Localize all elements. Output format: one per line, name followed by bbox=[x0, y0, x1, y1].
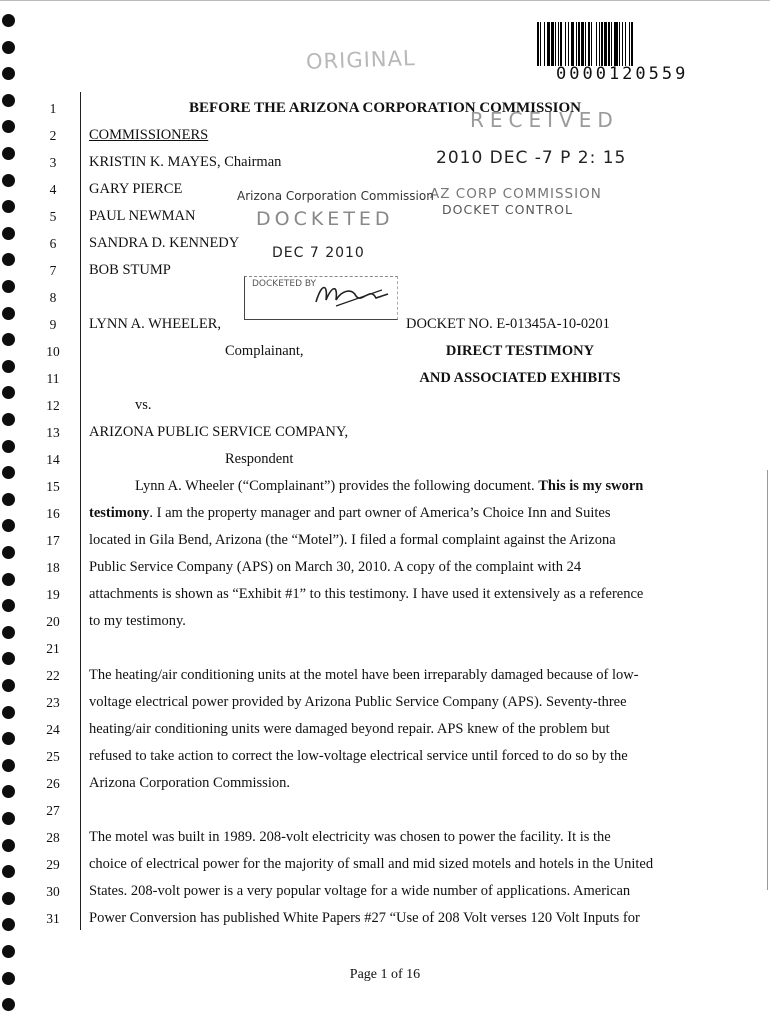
line-number: 8 bbox=[49, 290, 57, 305]
binder-hole bbox=[2, 280, 15, 293]
commissioner-name: KRISTIN K. MAYES, Chairman bbox=[89, 154, 282, 170]
docketed-stamp: DOCKETED bbox=[256, 208, 394, 230]
body-text: Lynn A. Wheeler (“Complainant”) provides the following document. bbox=[135, 478, 535, 494]
line-number: 1 bbox=[49, 101, 57, 116]
line-number: 17 bbox=[46, 533, 60, 548]
body-line-29: choice of electrical power for the majority of small and mid sized motels and hotels in the United bbox=[89, 856, 654, 872]
body-line-25: refused to take action to correct the low-voltage electrical service until forced to do so by the bbox=[89, 748, 628, 764]
barcode bbox=[537, 22, 720, 66]
line-number: 11 bbox=[46, 371, 60, 386]
body-line-15 bbox=[135, 478, 643, 495]
body-line-19: attachments is shown as “Exhibit #1” to this testimony. I have used it extensively as a reference bbox=[89, 586, 644, 602]
az-corp-commission-stamp: AZ CORP COMMISSION bbox=[430, 186, 602, 202]
line-number: 22 bbox=[46, 668, 60, 683]
binder-hole bbox=[2, 466, 15, 479]
body-line-20: to my testimony. bbox=[89, 613, 186, 629]
line-number: 14 bbox=[46, 452, 60, 467]
commission-title: BEFORE THE ARIZONA CORPORATION COMMISSION bbox=[189, 100, 581, 116]
body-line-31: Power Conversion has published White Papers #27 “Use of 208 Volt verses 120 Volt Inputs for bbox=[89, 910, 640, 926]
body-line-17: located in Gila Bend, Arizona (the “Motel”). I filed a formal complaint against the Arizona bbox=[89, 532, 616, 548]
body-line-28: The motel was built in 1989. 208-volt electricity was chosen to power the facility. It is the bbox=[89, 829, 611, 845]
binder-hole bbox=[2, 147, 15, 160]
binder-hole bbox=[2, 307, 15, 320]
line-number: 26 bbox=[46, 776, 60, 791]
line-number: 27 bbox=[46, 803, 60, 818]
sworn-emphasis: This is my sworn bbox=[538, 478, 644, 494]
binder-hole bbox=[2, 440, 15, 453]
line-number: 4 bbox=[49, 182, 57, 197]
binder-hole bbox=[2, 998, 15, 1011]
original-stamp: ORIGINAL bbox=[305, 46, 416, 74]
binder-hole bbox=[2, 14, 15, 27]
binder-hole bbox=[2, 413, 15, 426]
commissioner-name: PAUL NEWMAN bbox=[89, 208, 196, 224]
binder-hole bbox=[2, 679, 15, 692]
binder-hole bbox=[2, 865, 15, 878]
binder-hole bbox=[2, 174, 15, 187]
received-stamp: RECEIVED bbox=[470, 108, 619, 132]
left-margin-rule bbox=[80, 92, 81, 930]
arizona-corp-commission-stamp: Arizona Corporation Commission bbox=[237, 189, 434, 203]
commissioner-name: SANDRA D. KENNEDY bbox=[89, 235, 240, 251]
line-number: 5 bbox=[49, 209, 57, 224]
body-line-16 bbox=[89, 505, 610, 522]
line-number: 9 bbox=[49, 317, 57, 332]
docketed-date-stamp: DEC 7 2010 bbox=[272, 245, 365, 261]
barcode-number: 0000120559 bbox=[556, 64, 689, 84]
binder-hole bbox=[2, 360, 15, 373]
received-date-stamp: 2010 DEC -7 P 2: 15 bbox=[436, 148, 627, 168]
versus-label: vs. bbox=[135, 397, 152, 413]
docketed-by-label: DOCKETED BY bbox=[252, 279, 317, 289]
binder-hole bbox=[2, 626, 15, 639]
binder-hole bbox=[2, 253, 15, 266]
line-number: 19 bbox=[46, 587, 60, 602]
sworn-emphasis: testimony bbox=[89, 505, 150, 521]
binder-hole bbox=[2, 519, 15, 532]
binder-hole bbox=[2, 785, 15, 798]
barcode-bar bbox=[633, 22, 634, 66]
docket-control-stamp: DOCKET CONTROL bbox=[442, 202, 573, 217]
binder-hole bbox=[2, 120, 15, 133]
commissioners-heading: COMMISSIONERS bbox=[89, 127, 209, 143]
line-number: 16 bbox=[46, 506, 60, 521]
body-text: . I am the property manager and part owner of America’s Choice Inn and Suites bbox=[149, 505, 611, 521]
binder-hole bbox=[2, 759, 15, 772]
binder-hole bbox=[2, 732, 15, 745]
line-number: 15 bbox=[46, 479, 60, 494]
respondent-name: ARIZONA PUBLIC SERVICE COMPANY, bbox=[89, 424, 349, 440]
signature-initials bbox=[312, 276, 396, 316]
line-number: 3 bbox=[49, 155, 57, 170]
body-line-18: Public Service Company (APS) on March 30, 2010. A copy of the complaint with 24 bbox=[89, 559, 582, 575]
body-line-30: States. 208-volt power is a very popular voltage for a wide number of applications. American bbox=[89, 883, 631, 899]
document-type-line1: DIRECT TESTIMONY bbox=[445, 343, 595, 359]
commissioner-name: GARY PIERCE bbox=[89, 181, 183, 197]
binder-hole bbox=[2, 386, 15, 399]
binder-hole bbox=[2, 227, 15, 240]
respondent-label: Respondent bbox=[225, 451, 294, 467]
line-number: 10 bbox=[46, 344, 60, 359]
body-line-22: The heating/air conditioning units at the motel have been irreparably damaged because of low- bbox=[89, 667, 639, 683]
complainant-label: Complainant, bbox=[225, 343, 304, 359]
binder-hole bbox=[2, 546, 15, 559]
right-margin-rule bbox=[767, 470, 768, 890]
line-number: 12 bbox=[46, 398, 60, 413]
complainant-name: LYNN A. WHEELER, bbox=[89, 316, 221, 332]
line-number: 18 bbox=[46, 560, 60, 575]
body-line-24: heating/air conditioning units were damaged beyond repair. APS knew of the problem but bbox=[89, 721, 610, 737]
line-number: 21 bbox=[46, 641, 60, 656]
binder-hole bbox=[2, 41, 15, 54]
binder-hole bbox=[2, 812, 15, 825]
body-line-26: Arizona Corporation Commission. bbox=[89, 775, 290, 791]
commissioner-name: BOB STUMP bbox=[89, 262, 171, 278]
binder-hole bbox=[2, 67, 15, 80]
binder-holes bbox=[0, 0, 24, 1024]
binder-hole bbox=[2, 706, 15, 719]
line-number: 30 bbox=[46, 884, 60, 899]
binder-hole bbox=[2, 573, 15, 586]
line-number: 7 bbox=[49, 263, 57, 278]
line-number: 2 bbox=[49, 128, 57, 143]
page-number: Page 1 of 16 bbox=[349, 967, 421, 982]
binder-hole bbox=[2, 333, 15, 346]
line-number: 29 bbox=[46, 857, 60, 872]
binder-hole bbox=[2, 839, 15, 852]
binder-hole bbox=[2, 892, 15, 905]
line-number: 28 bbox=[46, 830, 60, 845]
scan-top-edge bbox=[0, 0, 770, 1]
document-type-line2: AND ASSOCIATED EXHIBITS bbox=[419, 370, 621, 386]
binder-hole bbox=[2, 652, 15, 665]
line-number: 25 bbox=[46, 749, 60, 764]
docket-number: DOCKET NO. E-01345A-10-0201 bbox=[406, 316, 610, 332]
line-number: 6 bbox=[49, 236, 57, 251]
line-number: 13 bbox=[46, 425, 60, 440]
line-number: 31 bbox=[46, 911, 60, 926]
binder-hole bbox=[2, 918, 15, 931]
body-line-23: voltage electrical power provided by Arizona Public Service Company (APS). Seventy-three bbox=[89, 694, 627, 710]
binder-hole bbox=[2, 200, 15, 213]
binder-hole bbox=[2, 599, 15, 612]
line-number: 24 bbox=[46, 722, 60, 737]
line-number: 20 bbox=[46, 614, 60, 629]
binder-hole bbox=[2, 945, 15, 958]
binder-hole bbox=[2, 493, 15, 506]
line-number: 23 bbox=[46, 695, 60, 710]
